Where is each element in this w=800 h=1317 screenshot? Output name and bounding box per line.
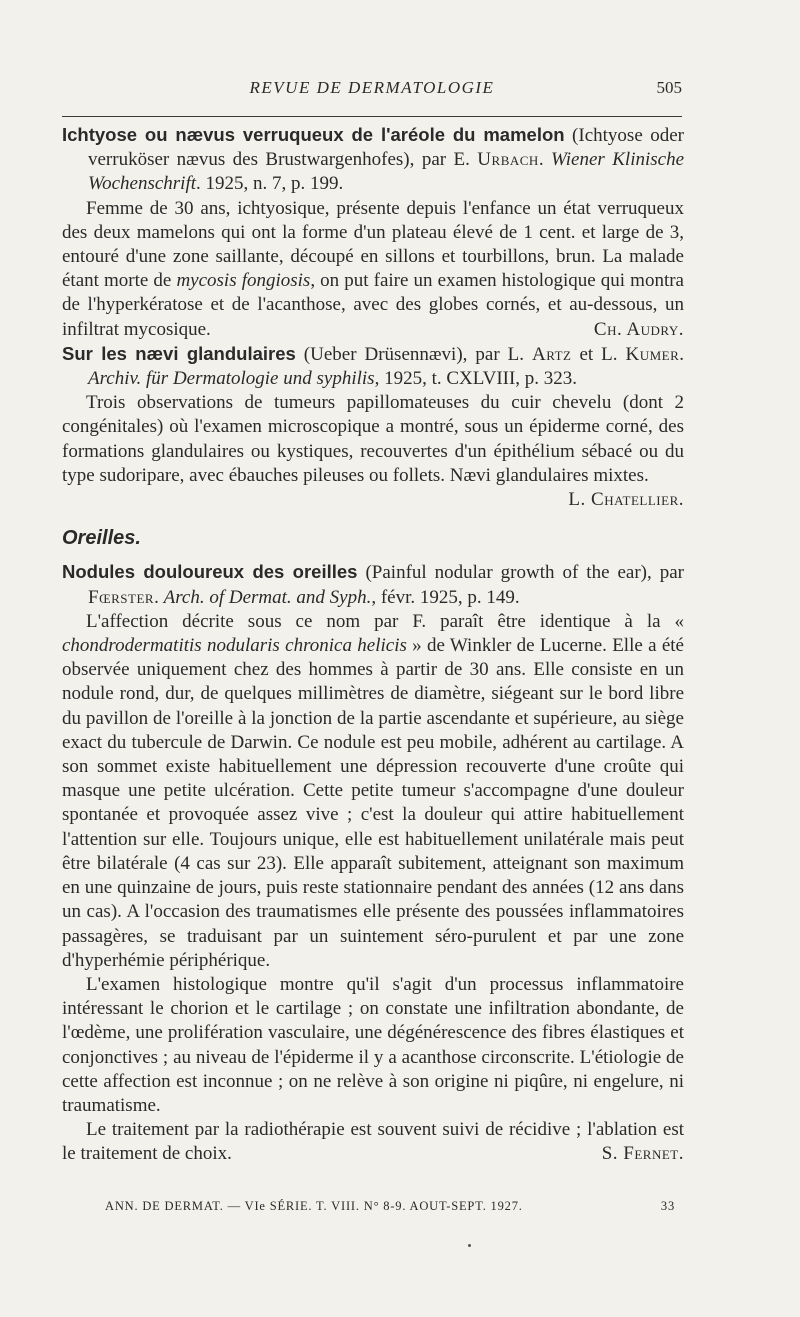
text-run: L'affection décrite sous ce nom par F. paraît être identique à la « (86, 610, 684, 632)
entry-citation: . 1925, n. 7, p. 199. (196, 173, 344, 195)
running-title: REVUE DE DERMATOLOGIE (249, 78, 495, 97)
entry-paragraph-3 (62, 1118, 684, 1166)
entry-journal: Arch. of Dermat. and Syph. (163, 586, 372, 608)
entry-reference: (Ueber Drüsennævi), par L. (295, 343, 532, 365)
page-footer (105, 1199, 675, 1214)
entry-reference: (Ichtyose oder verruköser nævus des Brustwargenhofes), par E. (88, 125, 684, 171)
entry-title: Sur les nævi glandulaires (62, 342, 296, 364)
footer-imprint: ANN. DE DERMAT. — VIe SÉRIE. T. VIII. N° 8-9. AOUT-SEPT. 1927. (105, 1199, 523, 1213)
entry-reference-sep: . (679, 343, 684, 365)
header-rule (62, 116, 682, 117)
abstract-ichtyose (62, 123, 684, 342)
entry-citation: , 1925, t. CXLVIII, p. 323. (374, 368, 578, 390)
entry-text (62, 197, 684, 342)
entry-journal: Wiener Klinische Wochenschrift (88, 149, 685, 195)
entry-paragraph-2: L'examen histologique montre qu'il s'agit d'un processus inflammatoire intéressant le chorion et le cartilage ; on constate une infiltration abondante, de l'œdème, une prolifération vasculaire, une dégénérescence des fibres élastiques et conjonctives ; au niveau de l'épiderme il y a acanthose circonscrite. L'étiologie de cette affection est inconnue ; on ne relève à son origine ni piqûre, ni engelure, ni traumatisme. (62, 973, 684, 1116)
entry-citation: , févr. 1925, p. 149. (371, 586, 520, 608)
entry-author: Artz (531, 343, 572, 365)
text-italic-run: chondrodermatitis nodularis chronica helicis (62, 635, 407, 657)
abstract-nodules-oreilles (62, 560, 684, 1166)
entry-reference: (Painful nodular growth of the ear), par (357, 562, 684, 584)
sheet-number: 33 (660, 1199, 675, 1213)
signature: L. Chatellier. (568, 489, 684, 511)
entry-paragraph-1 (62, 610, 684, 973)
signature: Ch. Audry. (593, 318, 684, 340)
page-header (62, 78, 682, 108)
entry-reference-sep: . (538, 149, 551, 171)
entry-heading (62, 560, 684, 609)
entry-author: Fœrster (88, 586, 155, 608)
entry-title: Ichtyose ou nævus verruqueux de l'aréole du mamelon (62, 124, 565, 145)
entry-author: Urbach (477, 149, 539, 171)
article-body (62, 123, 684, 1167)
entry-heading (62, 123, 684, 197)
text-run-end: , on put faire un examen histologique qui montra de l'hyperkératose et de l'acanthose, avec des globes cornés, et au-dessous, un infiltrat mycosique. (62, 270, 684, 340)
text-italic-run: mycosis fongiosis (176, 270, 311, 292)
entry-heading (62, 342, 684, 391)
entry-journal: Archiv. für Dermatologie und syphilis (88, 368, 375, 390)
text-run: Femme de 30 ans, ichtyosique, présente depuis l'enfance un état verruqueux des deux mamelons qui ont la forme d'un plateau élevé de 1 cent. et large de 3, entouré d'une zone saillante, découpé en sillons et tourbillons, brun. La malade étant morte de (62, 197, 684, 292)
entry-reference-sep: . (154, 586, 164, 608)
abstract-naevi-glandulaires (62, 342, 684, 512)
entry-author: Kumer (625, 343, 680, 365)
section-title: Oreilles. (62, 527, 141, 550)
text-run: Trois observations de tumeurs papillomateuses du cuir chevelu (dont 2 congénitales) où l'examen microscopique a montré, sous un épiderme corné, des formations glandulaires ou kystiques, recouvertes d'un épithélium sébacé ou du type sudoripare, avec ébauches pileuses ou follets. Nævi glandulaires mixtes. (62, 392, 684, 486)
text-run: Le traitement par la radiothérapie est souvent suivi de récidive ; l'ablation est le traitement de choix. (62, 1119, 684, 1165)
page-number: 505 (656, 78, 682, 97)
entry-text (62, 391, 684, 511)
signature: S. Fernet. (601, 1143, 684, 1165)
entry-reference-sep: et L. (571, 343, 626, 365)
printer-mark (468, 1244, 471, 1247)
text-run: » de Winkler de Lucerne. Elle a été observée uniquement chez des hommes à partir de 30 ans. Elle consiste en un nodule rond, dur, de quelques millimètres de diamètre, siégeant sur le bord libre du pavillon de l'oreille à la jonction de la partie ascendante et supérieure, au siège exact du tubercule de Darwin. Ce nodule est peu mobile, adhérent au cartilage. A son sommet existe habituellement une dépression recouverte d'une croûte qui masque une petite ulcération. Cette petite tumeur s'accompagne d'une douleur spontanée et provoquée assez vive ; c'est la douleur qui attire habituellement l'attention sur elle. Toujours unique, elle est habituellement unilatérale mais peut être bilatérale (4 cas sur 23). Elle apparaît subitement, atteignant son maximum en une quinzaine de jours, puis reste stationnaire pendant des années (12 ans dans un cas). A l'occasion des traumatismes elle présente des poussées inflammatoires passagères, se traduisant par un suintement séro-purulent et par une zone d'hyperhémie périphérique. (62, 635, 684, 971)
entry-title: Nodules douloureux des oreilles (62, 561, 358, 583)
